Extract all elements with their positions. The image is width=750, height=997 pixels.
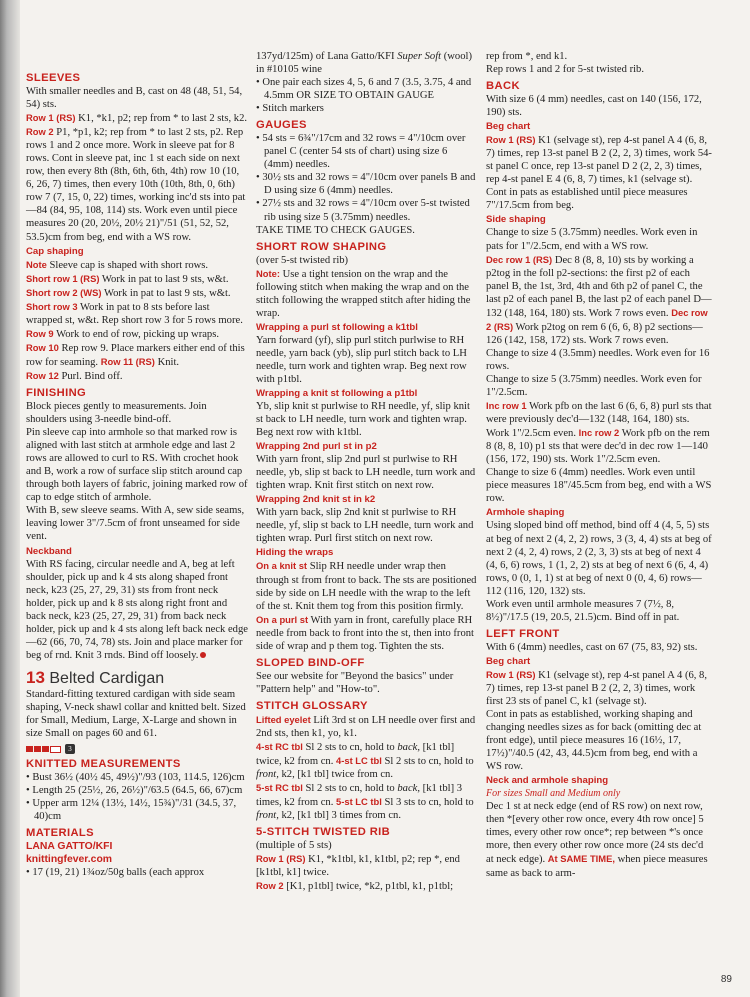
text-run: when piece measures same as back to arm- (486, 854, 708, 879)
paragraph (256, 713, 478, 740)
paragraph (256, 852, 478, 879)
italic-text: front, (256, 769, 279, 781)
paragraph (486, 668, 712, 708)
paragraph (486, 519, 712, 597)
text-run: rep from *, end k1. (486, 51, 568, 62)
bullet-item (256, 102, 478, 115)
text-run: [k1 tbl] 3 times, k2 from cn. (256, 783, 463, 809)
bold-label: Dec row 1 (RS) (486, 253, 553, 265)
bold-label: On a knit st (256, 560, 308, 572)
paragraph (26, 400, 248, 426)
subheading: Cap shaping (26, 245, 84, 257)
section-heading: STITCH GLOSSARY (256, 699, 368, 712)
paragraph (26, 286, 248, 300)
text-run: [K1, p1tbl] twice, *k2, p1tbl, k1, p1tbl; (283, 881, 454, 893)
text-run: Rep rows 1 and 2 for 5-st twisted rib. (486, 64, 645, 76)
bullet-item (26, 866, 248, 879)
binding-gutter (0, 0, 20, 997)
bold-label: On a purl st (256, 613, 309, 625)
bold-label: Row 1 (RS) (256, 853, 306, 865)
paragraph (486, 641, 712, 654)
paragraph (26, 369, 248, 383)
paragraph (26, 272, 248, 286)
paragraph (486, 226, 712, 252)
text-run: Sleeve cap is shaped with short rows. (46, 259, 209, 271)
paragraph (486, 800, 712, 879)
text-run: With yarn in front, carefully place RH needle from back to front into the st, then into front side of wrap and p them tog. Tighten the sts. (256, 614, 474, 652)
subheading: Neckband (26, 545, 72, 557)
supplier-text: LANA GATTO/KFI (26, 841, 113, 853)
section-heading: BACK (486, 80, 520, 93)
subheading: Hiding the wraps (256, 547, 334, 559)
text-run: Using sloped bind off method, bind off 4 (4, 5, 5) sts at beg of next 2 (4, 2, 2) rows, 3 (3, 4, 4) sts at beg of next 2 (4, 2, 4) rows, 2 (2, 3, 3) sts at beg of next 4 (4, 6, 6) rows, 1 (1, 2, 2) sts at beg of next 6 (6, 4, 4) rows, 0 (0, 1, 1) st at beg of next 0 (0, 4, 6) rows—112 (116, 120, 132) sts. (486, 520, 712, 597)
paragraph (486, 133, 712, 212)
text-run: • 30½ sts and 32 rows = 4"/10cm over panels B and D using size 6 (4mm) needles. (256, 172, 476, 197)
section-heading: SLOPED BIND-OFF (256, 656, 365, 669)
section-heading: FINISHING (26, 386, 87, 399)
text-run: • Length 25 (25½, 26, 26½)"/63.5 (64.5, 66, 67)cm (26, 785, 243, 797)
text-run: Pin sleeve cap into armhole so that marked row is aligned with last stitch at armhole edge and last 2 rows are allowed to curl to RS. With crochet hook and B, work a row of surface slip stitch around cap through both layers of fabric, joining marked row of cap to edge stitch of armhole. (26, 427, 248, 504)
text-run: K1 (selvage st), rep 4-st panel A 4 (6, 8, 7) times, rep 13-st panel B 2 (2, 2, 3) times, work first 23 sts of panel C, k1 (selvage st). (486, 669, 708, 707)
text-run: • One pair each sizes 4, 5, 6 and 7 (3.5, 3.75, 4 and 4.5mm OR SIZE TO OBTAIN GAUGE (256, 77, 472, 102)
paragraph (256, 740, 478, 781)
subheading: Wrapping a knit st following a p1tbl (256, 388, 418, 400)
end-mark-icon (200, 652, 206, 658)
section-heading: LEFT FRONT (486, 627, 560, 640)
text-run: Yarn forward (yf), slip purl stitch purlwise to RH needle, yarn back (yb), slip purl stitch back to LH needle, turn work and tighten wrap. Beg next row with p1tbl. (256, 334, 467, 385)
text-run: Lift 3rd st on LH needle over first and 2nd sts, then k1, yo, k1. (256, 714, 476, 739)
skill-level-icon: 3 (26, 744, 248, 754)
bold-label: Row 1 (RS) (486, 668, 536, 680)
text-run: Sl 2 sts to cn, hold to (302, 783, 398, 795)
text-run: With B, sew sleeve seams. With A, sew side seams, leaving lower 3"/7.5cm of front unseamed for side vent. (26, 505, 245, 543)
section-heading: SLEEVES (26, 72, 81, 84)
bold-label: Row 12 (26, 369, 59, 381)
text-run: [k1 tbl] twice, k2 from cn. (256, 741, 455, 768)
paragraph (486, 93, 712, 119)
bold-label: Row 10 (26, 341, 59, 353)
bold-label: Short row 1 (RS) (26, 272, 100, 284)
paragraph (256, 559, 478, 612)
bold-label: Note: (256, 267, 280, 279)
text-run: K1, *k1, p2; rep from * to last 2 sts, k2. (75, 113, 248, 125)
bold-label: 5-st RC tbl (256, 782, 303, 794)
text-run: With yarn front, slip 2nd purl st purlwise to RH needle, yb, slip st back to LH needle, turn work and tighten wrap. Knit first stitch on next row. (256, 454, 476, 492)
bullet-item (26, 797, 248, 823)
bold-label: Row 1 (RS) (486, 134, 536, 146)
paragraph (256, 453, 478, 492)
section-heading: SHORT ROW SHAPING (256, 240, 387, 253)
text-run: With size 6 (4 mm) needles, cast on 140 (156, 172, 190) sts. (486, 94, 702, 119)
text-run: Change to size 6 (4mm) needles. Work even until piece measures 18"/45.5cm from beg, end with a WS row. (486, 467, 712, 505)
paragraph (486, 347, 712, 373)
text-run: Change to size 5 (3.75mm) needles. Work even in pats for 1"/2.5cm, end with a WS row. (486, 227, 698, 252)
text-run: With yarn back, slip 2nd knit st purlwise to RH needle, yf, slip st back to LH needle, turn work and tighten wrap. Purl first stitch on next row. (256, 507, 474, 545)
paragraph (26, 504, 248, 543)
bold-label: Short row 2 (WS) (26, 286, 102, 298)
column-1 (26, 68, 248, 879)
pattern-title (26, 668, 248, 688)
paragraph (26, 327, 248, 341)
text-run: Work to end of row, picking up wraps. (53, 328, 219, 340)
subheading: Wrapping 2nd purl st in p2 (256, 441, 377, 453)
text-run: Purl. Bind off. (58, 370, 123, 382)
subheading: Wrapping 2nd knit st in k2 (256, 494, 376, 506)
bullet-item (26, 784, 248, 797)
text-run: Sl 2 sts to cn, hold to (381, 756, 474, 768)
text-run: Dec 1 st at neck edge (end of RS row) on next row, then *[every other row once, every 4th row once] 5 times, every other row once*; rep between *'s once more, then every other row once more (24 sts dec'd at neck edge). (486, 801, 704, 866)
section-heading: MATERIALS (26, 827, 95, 840)
size-note: For sizes Small and Medium only (486, 788, 621, 800)
section-heading: 5-STITCH TWISTED RIB (256, 826, 391, 839)
section-heading: KNITTED MEASUREMENTS (26, 758, 181, 771)
text-run: • Bust 36½ (40½ 45, 49½)"/93 (103, 114.5, 126)cm (26, 772, 245, 784)
text-run: Work even until armhole measures 7 (7½, 8, 8½)"/17.5 (19, 20.5, 21.5)cm. Bind off in pat. (486, 598, 680, 623)
bullet-item (256, 76, 478, 102)
bold-label: Dec row 2 (RS) (486, 306, 708, 332)
bold-label: At SAME TIME, (547, 853, 615, 865)
text-run: • Stitch markers (256, 103, 324, 115)
italic-text: front, (256, 810, 279, 822)
paragraph (256, 267, 478, 320)
paragraph (26, 300, 248, 327)
text-run: Sl 2 sts to cn, hold to (302, 741, 398, 753)
paragraph (256, 839, 478, 852)
bold-label: Row 2 (26, 126, 54, 138)
text-run: Block pieces gently to measurements. Join shoulders using 3-needle bind-off. (26, 400, 207, 426)
bold-label: 4-st RC tbl (256, 740, 303, 752)
page-number: 89 (720, 974, 732, 985)
text-run: Work in pat to 8 sts before last wrapped st, w&t. Rep short row 3 for 5 rows more. (26, 301, 243, 326)
bullet-item (256, 197, 478, 223)
pattern-name: Belted Cardigan (44, 669, 165, 687)
text-run: Work p2tog on rem 6 (6, 6, 8) p2 sections—126 (142, 158, 172) sts. Work 7 rows even. (486, 321, 703, 346)
paragraph (486, 373, 712, 399)
paragraph (26, 558, 248, 662)
bullet-item (256, 171, 478, 197)
paragraph (486, 399, 712, 466)
paragraph (26, 258, 248, 272)
subheading: Armhole shaping (486, 507, 565, 519)
paragraph (486, 253, 712, 347)
supplier-text: knittingfever.com (26, 854, 113, 866)
paragraph (26, 426, 248, 504)
bold-label: Note (26, 258, 47, 270)
italic-text: back, (397, 783, 421, 795)
text-run: Change to size 4 (3.5mm) needles. Work even for 16 rows. (486, 347, 710, 372)
column-3 (486, 50, 712, 880)
text-run: TAKE TIME TO CHECK GAUGES. (256, 224, 415, 236)
text-run: With RS facing, circular needle and A, beg at left shoulder, pick up and k 4 sts along shaped front neck, k23 (25, 27, 29, 31) sts from front neck holder, pick up and k 8 sts along right front and back neck, k23 (25, 27, 29, 31) from back neck holder, pick up and k 4 sts along left back neck edge—62 (66, 70, 74, 78) sts. Join and place marker for beg of rnd. Knit 3 rnds. Bind off loosely. (26, 558, 248, 661)
paragraph (486, 598, 712, 624)
text-run: Use a tight tension on the wrap and the following stitch when making the wrap and on the stitch following the wrapped stitch after hiding the wrap. (256, 268, 471, 319)
text-run: Standard-fitting textured cardigan with side seam shaping, V-neck shawl collar and knitted belt. Sized for Small, Medium, Large, X-Large and shown in size Small on pages 60 and 61. (26, 688, 246, 740)
paragraph (256, 254, 478, 267)
paragraph (256, 670, 478, 696)
subheading: Beg chart (486, 655, 531, 667)
text-run: Slip RH needle under wrap then through st from front to back. The sts are positioned side by side on LH needle with the wrap to the left of the st. Knit them tog from this position firmly. (256, 561, 477, 612)
paragraph (486, 708, 712, 773)
bold-label: Row 1 (RS) (26, 112, 76, 124)
bold-label: 4-st LC tbl (336, 755, 382, 767)
text-run: • Upper arm 12¼ (13½, 14½, 15¾)"/31 (34.5, 37, 40)cm (26, 798, 237, 823)
text-run: Knit. (154, 356, 180, 368)
bold-label: Inc row 1 (486, 400, 527, 412)
paragraph (256, 506, 478, 545)
text-run: • 27½ sts and 32 rows = 4"/10cm over 5-st twisted rib using size 5 (3.75mm) needles. (256, 198, 470, 223)
subheading: Side shaping (486, 214, 546, 226)
text-run: Work pfb on the last 6 (6, 6, 8) purl sts that were previously dec'd—132 (148, 164, 180) sts. Work 1"/2.5cm even. (486, 401, 712, 440)
bold-label: Row 9 (26, 327, 54, 339)
text-run: Yb, slip knit st purlwise to RH needle, yf, slip knit st back to LH needle, turn work and tighten wrap. Beg next row with k1tbl. (256, 401, 470, 439)
text-run: (multiple of 5 sts) (256, 840, 332, 852)
text-run: Work in pat to last 9 sts, w&t. (99, 273, 229, 285)
italic-text: Super Soft (397, 51, 442, 62)
bold-label: Short row 3 (26, 300, 78, 312)
text-run: Sl 3 sts to cn, hold to (381, 797, 474, 809)
text-run: Work pfb on the rem 8 (8, 8, 10) p1 sts that were dec'd in dec row 1—140 (156, 172, 190) sts. Work 1"/2.5cm even. (486, 428, 710, 466)
paragraph (256, 781, 478, 822)
text-run: Work in pat to last 9 sts, w&t. (101, 287, 231, 299)
paragraph (486, 466, 712, 505)
text-run: (wool) in #10105 wine (256, 51, 472, 76)
subheading: Beg chart (486, 121, 531, 133)
paragraph (256, 334, 478, 386)
paragraph (256, 613, 478, 653)
bold-label: Inc row 2 (578, 427, 620, 439)
subheading: Neck and armhole shaping (486, 775, 609, 787)
text-run: See our website for "Beyond the basics" under "Pattern help" and "How-to". (256, 670, 454, 695)
text-run: With 6 (4mm) needles, cast on 67 (75, 83, 92) sts. (486, 641, 698, 653)
bullet-item (256, 132, 478, 171)
bold-label: Row 11 (RS) (100, 355, 155, 367)
text-run: k2, [k1 tbl] twice from cn. (278, 769, 394, 781)
paragraph (256, 50, 478, 76)
text-run: K1 (selvage st), rep 4-st panel A 4 (6, 8, 7) times, rep 13-st panel B 2 (2, 2, 3) times, work 54-st panel C once, rep 13-st panel D 2 (2, 2, 3) times, rep 4-st panel E 4 (6, 8, 7) times, k1 (selvage st). Cont in pats as established until piece measures 7"/17.5cm from beg. (486, 135, 712, 212)
text-run: Rep row 9. Place markers either end of this row for seaming. (26, 342, 245, 368)
paragraph (256, 224, 478, 237)
bullet-item (26, 771, 248, 784)
bold-label: 5-st LC tbl (336, 796, 382, 808)
text-run: Dec 8 (8, 8, 10) sts by working a p2tog in the foll p2-sections: the first p2 of each panel B, the 1st, 3rd, 4th and 6th p2 of panel C, the last p2 of each panel B, the last p2 of each panel D—132 (148, 164, 180) sts. Work 7 rows even. (486, 254, 712, 319)
paragraph (256, 879, 478, 893)
pattern-number: 13 (26, 667, 45, 687)
bold-label: Lifted eyelet (256, 713, 311, 725)
paragraph (486, 50, 712, 63)
paragraph (256, 400, 478, 439)
text-run: P1, *p1, k2; rep from * to last 2 sts, p2. Rep rows 1 and 2 once more. Work in sleeve pat for 8 rows. Cont in sleeve pat, inc 1 st each side on next row, then every 8th (8th, 6th, 6th, 4th) row 10 (10, 6, 26, 7) times, then every 10th (10th, 8th, 0, 6th) row 7 (7, 15, 0, 22) times, working inc'd sts into pat—84 (84, 95, 108, 114) sts. Work even until piece measures 20 (20, 20½, 20½ 21)"/51 (51, 52, 52, 53.5)cm from beg, end with a WS row. (26, 127, 246, 243)
text-run: Cont in pats as established, working shaping and changing needles sizes as for back (omitting dec at front edge), until piece measures 16 (16½, 17, 17½)"/40.5 (42, 43, 44.5)cm from beg, end with a WS row. (486, 709, 702, 773)
paragraph (26, 111, 248, 243)
text-run: With smaller needles and B, cast on 48 (48, 51, 54, 54) sts. (26, 86, 243, 111)
column-2 (256, 50, 478, 893)
text-run: Change to size 5 (3.75mm) needles. Work even for 1"/2.5cm. (486, 373, 702, 399)
subheading: Wrapping a purl st following a k1tbl (256, 321, 418, 333)
section-heading: GAUGES (256, 119, 307, 132)
text-run: K1, *k1tbl, k1, k1tbl, p2; rep *, end [k1tbl, k1] twice. (256, 854, 460, 879)
text-run: • 17 (19, 21) 1¾oz/50g balls (each approx (26, 867, 205, 879)
paragraph (26, 85, 248, 111)
italic-text: back, (397, 741, 421, 753)
bold-label: Row 2 (256, 880, 284, 892)
text-run: 137yd/125m) of Lana Gatto/KFI (256, 51, 398, 62)
text-run: k2, [k1 tbl] 3 times from cn. (278, 810, 401, 822)
paragraph (26, 688, 248, 740)
paragraph (486, 63, 712, 76)
text-run: • 54 sts = 6¾"/17cm and 32 rows = 4"/10cm over panel C (center 54 sts of chart) using size 6 (4mm) needles. (256, 133, 466, 171)
text-run: (over 5-st twisted rib) (256, 254, 349, 266)
paragraph (26, 341, 248, 369)
